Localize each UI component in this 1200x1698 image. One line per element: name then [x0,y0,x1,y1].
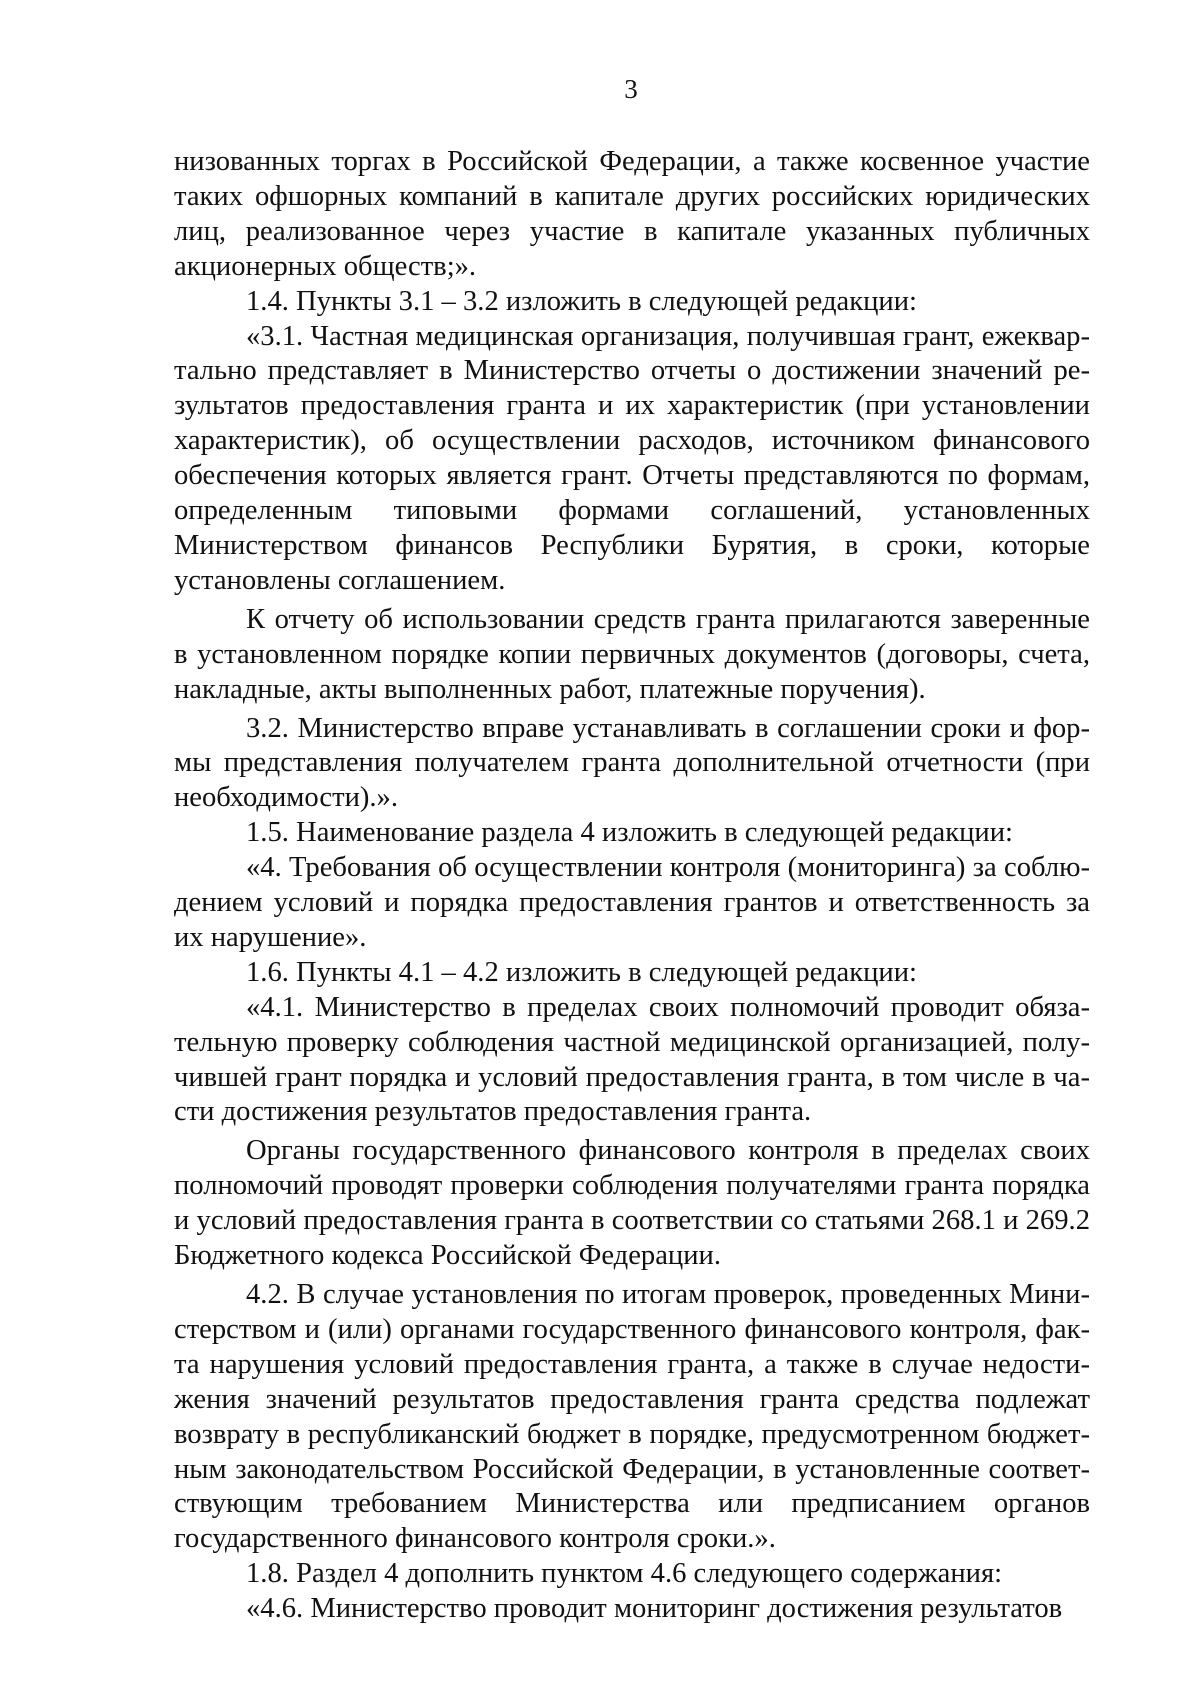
paragraph-financial-control: Органы государственного финансового контроля в пределах своих полномочий проводят проверки соблюдения получателями гранта порядка и условий предоставления гранта в соответствии со статьями 268.1 и 269.2 Бюджетного кодекса Российской Федерации. [174,1135,1090,1272]
paragraph-4-6: «4.6. Министерство проводит мониторинг достижения результатов [246,1593,1063,1625]
paragraph-item-1-5: 1.5. Наименование раздела 4 изложить в следующей редакции: [246,817,1013,849]
paragraph-item-1-8: 1.8. Раздел 4 дополнить пунктом 4.6 следующего содержания: [246,1558,1003,1590]
paragraph-3-2: 3.2. Министерство вправе устанавливать в соглашении сроки и формы представления получателем гранта дополнительной отчетности (при необходимости).». [174,712,1090,814]
paragraph-item-1-4: 1.4. Пункты 3.1 – 3.2 изложить в следующей редакции: [246,285,917,317]
paragraph-4-1: «4.1. Министерство в пределах своих полномочий проводит обязательную проверку соблюдения частной медицинской организацией, получившей грант порядка и условий предоставления гранта, в том числе в части достижения результатов предоставления гранта. [174,991,1090,1128]
page-number: 3 [624,74,638,104]
paragraph-continuation: низованных торгах в Российской Федерации, а также косвенное участие таких офшорных компаний в капитале других российских юридических лиц, реализованное через участие в капитале указанных публичных акционерных обществ;». [174,146,1090,282]
paragraph-4-2: 4.2. В случае установления по итогам проверок, проведенных Министерством и (или) органами государственного финансового контроля, факта нарушения условий предоставления гранта, а также в случае недостижения значений результатов предоставления гранта средства подлежат возврату в республиканский бюджет в порядке, предусмотренном бюджетным законодательством Российской Федерации, в установленные соответствующим требованием Министерства или предписанием органов государственного финансового контроля сроки.». [174,1279,1090,1555]
document-body [174,145,1090,1627]
paragraph-3-1: «3.1. Частная медицинская организация, получившая грант, ежеквартально представляет в Министерство отчеты о достижении значений результатов предоставления гранта и их характеристик (при установлении характеристик), об осуществлении расходов, источником финансового обеспечения которых является грант. Отчеты представляются по формам, определенным типовыми формами соглашений, установленных Министерством финансов Республики Бурятия, в сроки, которые установлены соглашением. [174,320,1090,596]
paragraph-report-attachments: К отчету об использовании средств гранта прилагаются заверенные в установленном порядке копии первичных документов (договоры, счета, накладные, акты выполненных работ, платежные поручения). [174,603,1090,705]
paragraph-section-4-title: «4. Требования об осуществлении контроля (мониторинга) за соблюдением условий и порядка предоставления грантов и ответственность за их нарушение». [174,852,1090,953]
paragraph-item-1-6: 1.6. Пункты 4.1 – 4.2 изложить в следующей редакции: [246,956,917,988]
